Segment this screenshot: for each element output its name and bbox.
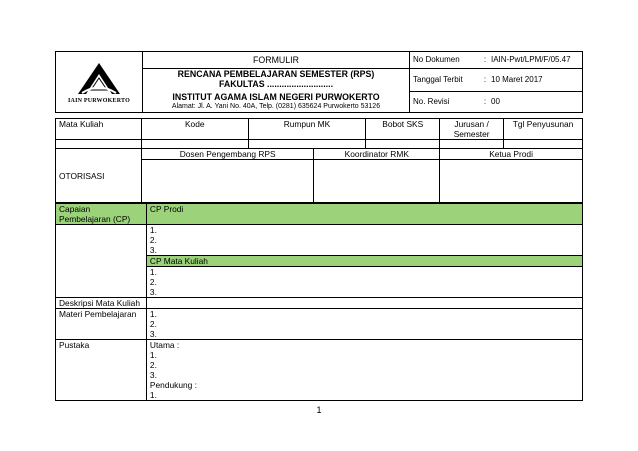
- list-item: 1.: [149, 267, 157, 277]
- col-kode: Kode: [141, 119, 248, 140]
- list-item: 3.: [149, 287, 157, 297]
- list-item: 2.: [149, 319, 157, 329]
- page-number: 1: [316, 405, 322, 415]
- cp-mk-header: CP Mata Kuliah: [147, 256, 582, 267]
- col-bobot-sks: Bobot SKS: [366, 119, 440, 140]
- cell-rumpun-value: [248, 140, 366, 149]
- pendukung-label: Pendukung :: [149, 380, 197, 390]
- iain-logo-icon: [76, 62, 122, 96]
- meta-no-revisi: No. Revisi : 00: [410, 91, 583, 112]
- list-item: 1.: [149, 309, 157, 319]
- document-header: [55, 51, 583, 113]
- list-item: 3.: [149, 329, 157, 339]
- institute-address: Alamat: Jl. A. Yani No. 40A, Telp. (0281) 635624 Purwokerto 53126: [171, 103, 381, 110]
- cell-mata-kuliah-value: [56, 140, 142, 149]
- cp-label: Capaian Pembelajaran (CP): [56, 204, 147, 225]
- list-item: 2.: [149, 235, 157, 245]
- fakultas-line: FAKULTAS ...........................: [218, 79, 334, 89]
- sign-header-dosen: Dosen Pengembang RPS: [141, 149, 314, 160]
- cp-prodi-items: [146, 225, 582, 256]
- cell-bobot-value: [366, 140, 440, 149]
- list-item: 1.: [149, 350, 157, 360]
- cp-empty-cell: [56, 225, 147, 298]
- cell-tgl-value: [504, 140, 583, 149]
- meta-no-dokumen: No Dokumen : IAIN-Pwt/LPM/F/05.47: [410, 52, 583, 69]
- cp-mk-block: [146, 256, 582, 298]
- institute-name: INSTITUT AGAMA ISLAM NEGERI PURWOKERTO: [172, 92, 380, 102]
- cell-jurusan-value: [440, 140, 504, 149]
- sign-area-dosen: [141, 160, 314, 203]
- sign-area-koordinator: [314, 160, 440, 203]
- cp-prodi-header: CP Prodi: [146, 204, 582, 225]
- cell-kode-value: [141, 140, 248, 149]
- document-title: [143, 69, 410, 113]
- capaian-table: [55, 203, 583, 401]
- otorisasi-label: OTORISASI: [56, 149, 142, 203]
- col-jurusan-semester: Jurusan / Semester: [440, 119, 504, 140]
- list-item: 2.: [149, 360, 157, 370]
- list-item: 3.: [149, 370, 157, 380]
- formulir-label: FORMULIR: [143, 52, 410, 69]
- utama-label: Utama :: [149, 340, 180, 350]
- meta-tanggal-terbit: Tanggal Terbit : 10 Maret 2017: [410, 69, 583, 92]
- sign-header-koordinator: Koordinator RMK: [314, 149, 440, 160]
- list-item: 1.: [149, 390, 157, 400]
- col-mata-kuliah: Mata Kuliah: [56, 119, 142, 140]
- sign-header-ketua: Ketua Prodi: [440, 149, 583, 160]
- list-item: 1.: [149, 225, 157, 235]
- sign-area-ketua: [440, 160, 583, 203]
- otorisasi-table: [55, 118, 583, 203]
- deskripsi-value: [146, 298, 582, 309]
- rps-title: RENCANA PEMBELAJARAN SEMESTER (RPS): [177, 69, 375, 79]
- list-item: 2.: [149, 277, 157, 287]
- deskripsi-label: Deskripsi Mata Kuliah: [56, 298, 147, 309]
- pustaka-label: Pustaka: [56, 340, 147, 401]
- materi-items: [146, 309, 582, 340]
- list-item: 3.: [149, 245, 157, 255]
- materi-label: Materi Pembelajaran: [56, 309, 147, 340]
- col-tgl-penyusunan: Tgl Penyusunan: [504, 119, 583, 140]
- col-rumpun-mk: Rumpun MK: [248, 119, 366, 140]
- logo-text: IAIN PURWOKERTO: [68, 98, 130, 104]
- pustaka-items: [146, 340, 582, 401]
- logo-cell: [56, 52, 143, 113]
